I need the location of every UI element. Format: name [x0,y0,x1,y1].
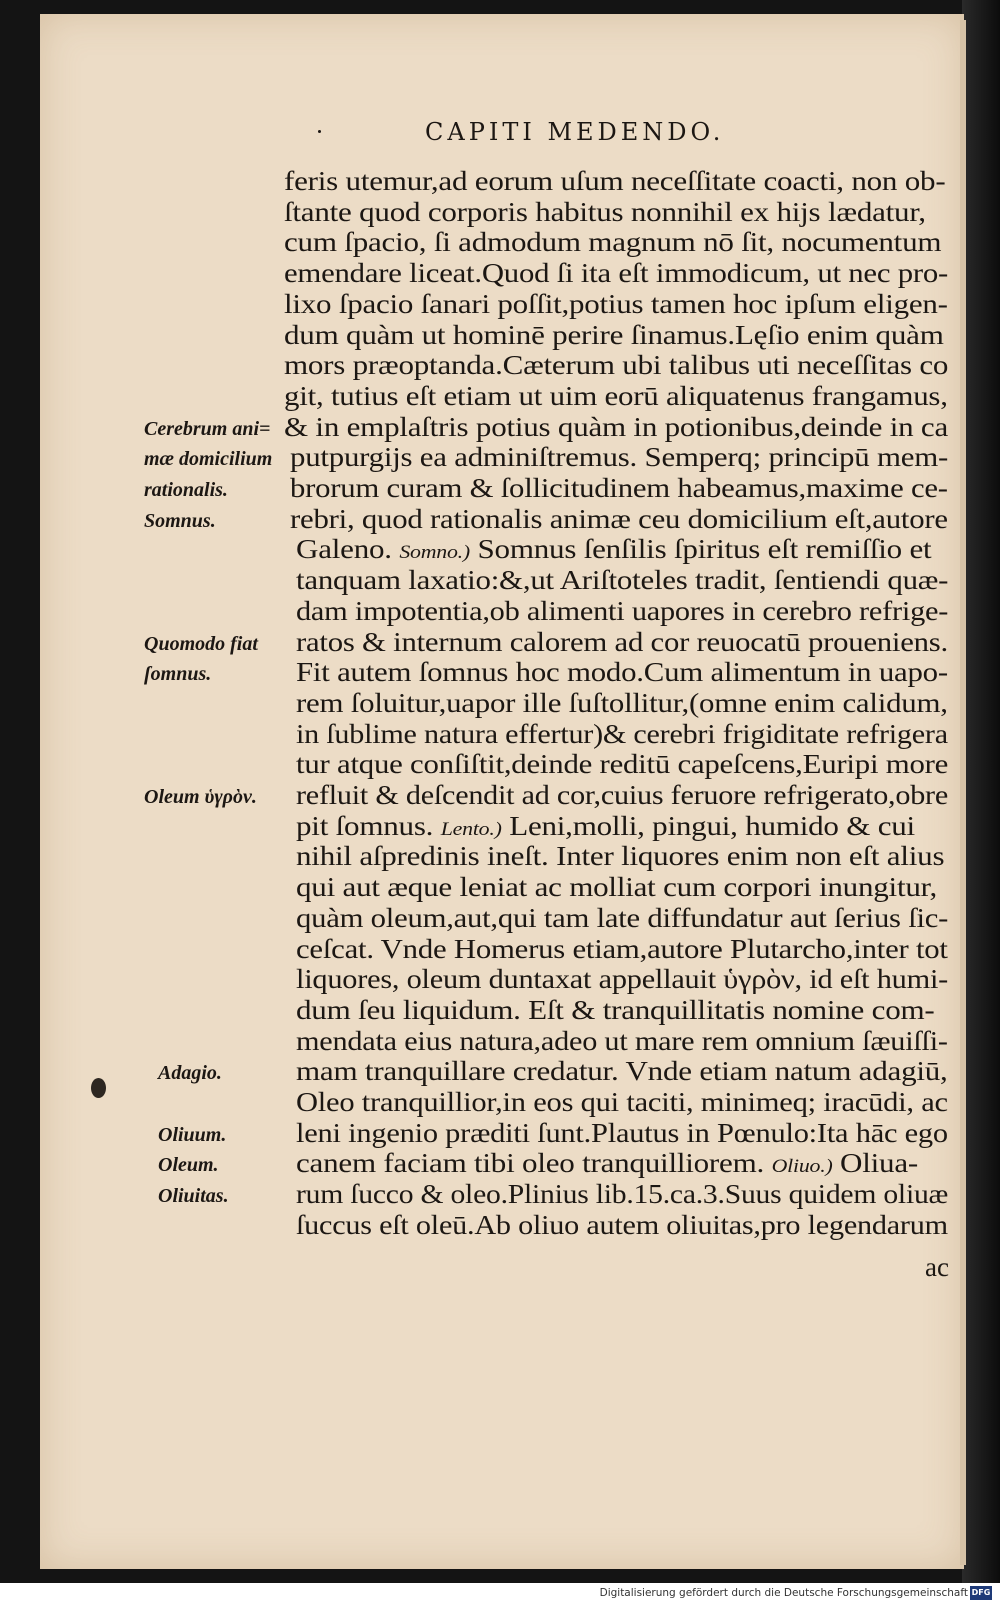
text-line: lixo ſpacio ſanari poſſit,potius tamen hoc ipſum eligen- [284,288,948,319]
text-line: putpurgijs ea adminiſtremus. Semperq; principū mem- [290,442,949,473]
text-line: ſuccus eſt oleū.Ab oliuo autem oliuitas,pro legendarum [296,1209,948,1240]
text-line: dum ſeu liquidum. Eſt & tranquillitatis nomine com- [296,994,935,1025]
text-line: rum ſucco & oleo.Plinius lib.15.ca.3.Suus quidem oliuæ [296,1179,949,1210]
margin-note: Oleum. [158,1154,219,1177]
dfg-logo: DFG [970,1586,992,1600]
margin-note: Somnus. [144,509,216,532]
text-line: qui aut æque leniat ac molliat cum corpori inungitur, [296,872,938,903]
margin-note: Quomodo fiat [144,632,258,655]
text-line: mendata eius natura,adeo ut mare rem omnium ſæuiſſi- [296,1025,948,1056]
text-line: & in emplaſtris potius quàm in potionibus,deinde in ca [284,411,948,442]
text-line: mam tranquillare credatur. Vnde etiam natum adagiū, [296,1056,948,1087]
text-line: quàm oleum,aut,qui tam late diffundatur aut ſerius ſic- [296,902,949,933]
margin-note: ſomnus. [144,663,212,686]
running-header: CAPITI MEDENDO. [425,118,725,146]
margin-note: Adagio. [158,1062,222,1085]
margin-note: Oleum ὑγρὸν. [144,786,257,808]
inline-lemma: Oliuo.) [771,1156,833,1178]
text-line: nihil aſpredinis ineſt. Inter liquores enim non eſt alius [296,841,945,872]
text-line: dam impotentia,ob alimenti uapores in cerebro refrige- [296,595,949,626]
digitization-credit: Digitalisierung gefördert durch die Deutsche Forschungsgemeinschaft [599,1587,968,1599]
text-line: tur atque conſiſtit,deinde reditū capeſcens,Euripi more [296,749,949,780]
text-line: feris utemur,ad eorum uſum neceſſitate coacti, non ob- [284,166,946,196]
margin-note: mæ domicilium [144,448,273,471]
text-line: pit ſomnus. Lento.) Leni,molli, pingui, humido & cui [296,810,915,841]
text-line: brorum curam & ſollicitudinem habeamus,maxime ce- [290,473,948,503]
page-edge [960,20,966,1565]
inline-lemma: Lento.) [440,818,502,840]
margin-note: rationalis. [144,479,228,501]
text-line: refluit & deſcendit ad cor,cuius feruore refrigerato,obre [296,780,949,810]
text-line: Galeno. Somno.) Somnus ſenſilis ſpiritus eſt remiſſio et [296,534,932,565]
text-line: canem faciam tibi oleo tranquilliorem. Oliuo.) Oliua- [296,1148,918,1179]
text-line: dum quàm ut hominē perire ſinamus.Lęſio enim quàm [284,319,944,350]
text-line: tanquam laxatio:&,ut Ariſtoteles tradit, ſentiendi quæ- [296,565,949,596]
text-line: leni ingenio præditi ſunt.Plautus in Pœnulo:Ita hāc ego [296,1117,948,1148]
margin-note: Cerebrum ani= [144,417,271,440]
scan-right-shadow [962,0,1000,1583]
text-line: rem ſoluitur,uapor ille ſuſtollitur,(omne enim calidum, [296,687,948,718]
ink-blot [91,1078,106,1098]
text-line: Fit autem ſomnus hoc modo.Cum alimentum in uapo- [296,657,948,688]
text-line: Oleo tranquillior,in eos qui taciti, minimeq; iracūdi, ac [296,1087,948,1117]
text-line: liquores, oleum duntaxat appellauit ὑγρὸν, id eſt humi- [296,964,949,995]
text-line: rebri, quod rationalis animæ ceu domicilium eſt,autore [290,503,948,534]
text-line: ſtante quod corporis habitus nonnihil ex hijs lædatur, [284,196,926,227]
margin-note: Oliuitas. [158,1185,229,1208]
text-line: cum ſpacio, ſi admodum magnum nō ſit, nocumentum [284,227,942,258]
text-line: ratos & internum calorem ad cor reuocatū proueniens. [296,626,948,657]
header-dot [318,130,321,133]
inline-lemma: Somno.) [399,542,470,564]
catchword: ac [925,1252,949,1282]
margin-note: Oliuum. [158,1123,227,1146]
text-line: git, tutius eſt etiam ut uim eorū aliquatenus frangamus, [284,380,948,411]
text-line: ceſcat. Vnde Homerus etiam,autore Plutarcho,inter tot [296,933,948,964]
text-line: emendare liceat.Quod ſi ita eſt immodicum, ut nec pro- [284,258,949,289]
text-line: in ſublime natura effertur)& cerebri frigiditate refrigera [296,718,948,749]
text-line: mors præoptanda.Cæterum ubi talibus uti neceſſitas co [284,350,949,381]
